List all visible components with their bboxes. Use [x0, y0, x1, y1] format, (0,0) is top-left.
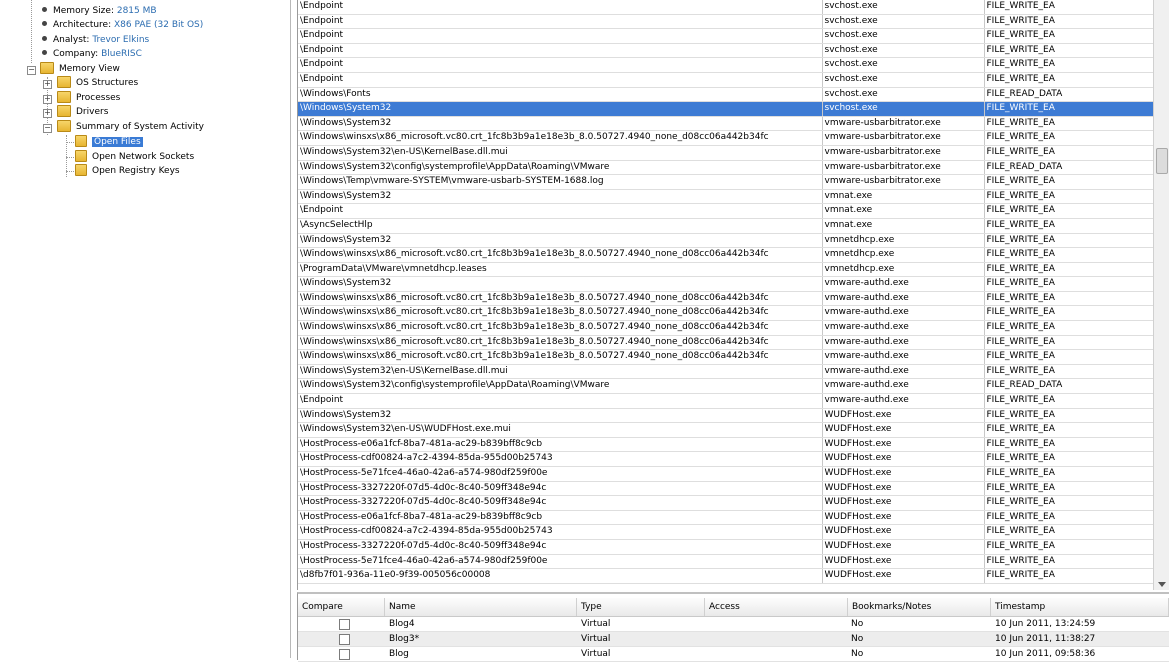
- file-path-cell: \Windows\winsxs\x86_microsoft.vc80.crt_1fc8b3b9a1e18e3b_8.0.50727.4940_none_d08cc06a442b34fc: [298, 321, 822, 336]
- file-path-cell: \Windows\winsxs\x86_microsoft.vc80.crt_1fc8b3b9a1e18e3b_8.0.50727.4940_none_d08cc06a442b34fc: [298, 131, 822, 146]
- file-path-cell: \Windows\System32: [298, 102, 822, 117]
- process-cell: svchost.exe: [822, 87, 984, 102]
- file-path-cell: \HostProcess-3327220f-07d5-4d0c-8c40-509ff348e94c: [298, 496, 822, 511]
- process-cell: svchost.exe: [822, 102, 984, 117]
- table-row[interactable]: [298, 14, 1154, 29]
- folder-icon: [57, 105, 71, 117]
- file-path-cell: \Windows\System32: [298, 277, 822, 292]
- file-path-cell: \Windows\winsxs\x86_microsoft.vc80.crt_1fc8b3b9a1e18e3b_8.0.50727.4940_none_d08cc06a442b34fc: [298, 350, 822, 365]
- access-cell: FILE_WRITE_EA: [984, 0, 1154, 14]
- access-cell: FILE_WRITE_EA: [984, 233, 1154, 248]
- column-header-timestamp[interactable]: Timestamp: [991, 598, 1169, 616]
- bullet-icon: [42, 36, 47, 41]
- process-cell: vmware-usbarbitrator.exe: [822, 145, 984, 160]
- process-cell: vmware-authd.exe: [822, 306, 984, 321]
- tree-item-os-structures[interactable]: [57, 76, 138, 90]
- open-files-grid: [297, 0, 1154, 590]
- table-row[interactable]: [298, 539, 1154, 554]
- process-cell: vmnetdhcp.exe: [822, 248, 984, 263]
- access-cell: FILE_WRITE_EA: [984, 189, 1154, 204]
- process-cell: vmnat.exe: [822, 204, 984, 219]
- file-path-cell: \HostProcess-3327220f-07d5-4d0c-8c40-509ff348e94c: [298, 539, 822, 554]
- file-path-cell: \Endpoint: [298, 394, 822, 409]
- file-path-cell: \Windows\Temp\vmware-SYSTEM\vmware-usbarb-SYSTEM-1688.log: [298, 175, 822, 190]
- file-path-cell: \HostProcess-5e71fce4-46a0-42a6-a574-980df259f00e: [298, 467, 822, 482]
- table-row[interactable]: [298, 554, 1154, 569]
- folder-icon: [57, 120, 71, 132]
- table-row[interactable]: [298, 131, 1154, 146]
- process-cell: WUDFHost.exe: [822, 539, 984, 554]
- process-cell: WUDFHost.exe: [822, 569, 984, 584]
- process-cell: vmware-authd.exe: [822, 335, 984, 350]
- bookmark-timestamp: 10 Jun 2011, 13:24:59: [995, 619, 1096, 629]
- table-row[interactable]: [298, 437, 1154, 452]
- expand-icon[interactable]: +: [44, 108, 51, 117]
- access-cell: FILE_WRITE_EA: [984, 291, 1154, 306]
- file-path-cell: \Windows\System32\config\systemprofile\AppData\Roaming\VMware: [298, 160, 822, 175]
- table-row[interactable]: [298, 510, 1154, 525]
- bookmark-timestamp: 10 Jun 2011, 09:58:36: [995, 649, 1096, 659]
- tree-value: BlueRISC: [101, 49, 142, 59]
- process-cell: WUDFHost.exe: [822, 467, 984, 482]
- tree-company: [42, 47, 142, 61]
- file-path-cell: \Endpoint: [298, 0, 822, 14]
- access-cell: FILE_WRITE_EA: [984, 218, 1154, 233]
- access-cell: FILE_WRITE_EA: [984, 539, 1154, 554]
- access-cell: FILE_READ_DATA: [984, 379, 1154, 394]
- column-header-access[interactable]: Access: [705, 598, 848, 616]
- table-row[interactable]: [298, 452, 1154, 467]
- bookmark-type: Virtual: [581, 649, 611, 659]
- file-path-cell: \Endpoint: [298, 58, 822, 73]
- table-row[interactable]: [298, 496, 1154, 511]
- table-row[interactable]: [298, 58, 1154, 73]
- tree-label: Memory Size:: [53, 6, 114, 16]
- tree-item-label: OS Structures: [76, 78, 139, 88]
- access-cell: FILE_WRITE_EA: [984, 72, 1154, 87]
- access-cell: FILE_WRITE_EA: [984, 496, 1154, 511]
- bookmarks-header: [298, 598, 1169, 617]
- table-row[interactable]: [298, 321, 1154, 336]
- table-row[interactable]: [298, 262, 1154, 277]
- process-cell: vmware-authd.exe: [822, 321, 984, 336]
- access-cell: FILE_WRITE_EA: [984, 423, 1154, 438]
- process-cell: WUDFHost.exe: [822, 408, 984, 423]
- access-cell: FILE_WRITE_EA: [984, 116, 1154, 131]
- table-row[interactable]: [298, 116, 1154, 131]
- tree-value: X86 PAE (32 Bit OS): [114, 20, 204, 30]
- tree-architecture: [42, 18, 203, 32]
- tree-value: 2815 MB: [116, 6, 157, 16]
- bookmark-name: Blog3*: [389, 634, 420, 644]
- bookmarks-panel: [297, 592, 1169, 660]
- process-cell: svchost.exe: [822, 14, 984, 29]
- tree-label: Architecture:: [53, 20, 112, 30]
- table-row[interactable]: [298, 525, 1154, 540]
- process-cell: svchost.exe: [822, 0, 984, 14]
- folder-icon: [57, 76, 71, 88]
- bookmark-row[interactable]: [298, 617, 1169, 632]
- column-header-compare[interactable]: Compare: [298, 598, 385, 616]
- bookmark-name: Blog4: [389, 619, 415, 629]
- tree-item-processes[interactable]: [57, 91, 120, 105]
- tree-analyst: [42, 33, 149, 47]
- access-cell: FILE_WRITE_EA: [984, 175, 1154, 190]
- access-cell: FILE_WRITE_EA: [984, 29, 1154, 44]
- tree-item-open-network-sockets[interactable]: [75, 150, 194, 164]
- open-files-table: [298, 0, 1154, 584]
- access-cell: FILE_READ_DATA: [984, 87, 1154, 102]
- table-row[interactable]: [298, 364, 1154, 379]
- file-path-cell: \HostProcess-e06a1fcf-8ba7-481a-ac29-b839bff8c9cb: [298, 510, 822, 525]
- access-cell: FILE_WRITE_EA: [984, 262, 1154, 277]
- table-row[interactable]: [298, 87, 1154, 102]
- process-cell: svchost.exe: [822, 43, 984, 58]
- column-header-bookmarks-notes[interactable]: Bookmarks/Notes: [848, 598, 991, 616]
- access-cell: FILE_READ_DATA: [984, 160, 1154, 175]
- table-row[interactable]: [298, 189, 1154, 204]
- table-row[interactable]: [298, 233, 1154, 248]
- bookmark-timestamp: 10 Jun 2011, 11:38:27: [995, 634, 1096, 644]
- process-cell: vmware-usbarbitrator.exe: [822, 160, 984, 175]
- process-cell: WUDFHost.exe: [822, 437, 984, 452]
- access-cell: FILE_WRITE_EA: [984, 569, 1154, 584]
- tree-value: Trevor Elkins: [92, 35, 150, 45]
- access-cell: FILE_WRITE_EA: [984, 14, 1154, 29]
- folder-icon: [75, 135, 87, 147]
- access-cell: FILE_WRITE_EA: [984, 350, 1154, 365]
- bullet-icon: [42, 50, 47, 55]
- process-cell: vmnetdhcp.exe: [822, 262, 984, 277]
- table-row[interactable]: [298, 160, 1154, 175]
- file-path-cell: \Windows\winsxs\x86_microsoft.vc80.crt_1fc8b3b9a1e18e3b_8.0.50727.4940_none_d08cc06a442b34fc: [298, 248, 822, 263]
- folder-icon: [40, 62, 54, 74]
- access-cell: FILE_WRITE_EA: [984, 408, 1154, 423]
- access-cell: FILE_WRITE_EA: [984, 131, 1154, 146]
- file-path-cell: \HostProcess-3327220f-07d5-4d0c-8c40-509ff348e94c: [298, 481, 822, 496]
- file-path-cell: \Windows\System32\en-US\KernelBase.dll.mui: [298, 364, 822, 379]
- file-path-cell: \Windows\winsxs\x86_microsoft.vc80.crt_1fc8b3b9a1e18e3b_8.0.50727.4940_none_d08cc06a442b34fc: [298, 306, 822, 321]
- access-cell: FILE_WRITE_EA: [984, 204, 1154, 219]
- table-row[interactable]: [298, 102, 1154, 117]
- file-path-cell: \HostProcess-e06a1fcf-8ba7-481a-ac29-b839bff8c9cb: [298, 437, 822, 452]
- process-cell: svchost.exe: [822, 58, 984, 73]
- process-cell: vmnat.exe: [822, 189, 984, 204]
- file-path-cell: \Windows\System32: [298, 233, 822, 248]
- table-row[interactable]: [298, 0, 1154, 14]
- file-path-cell: \Windows\winsxs\x86_microsoft.vc80.crt_1fc8b3b9a1e18e3b_8.0.50727.4940_none_d08cc06a442b34fc: [298, 335, 822, 350]
- access-cell: FILE_WRITE_EA: [984, 394, 1154, 409]
- file-path-cell: \Endpoint: [298, 204, 822, 219]
- tree-item-label: Open Registry Keys: [92, 166, 180, 176]
- table-row[interactable]: [298, 175, 1154, 190]
- compare-checkbox[interactable]: [339, 619, 350, 630]
- table-row[interactable]: [298, 467, 1154, 482]
- file-path-cell: \Endpoint: [298, 14, 822, 29]
- table-row[interactable]: [298, 277, 1154, 292]
- file-path-cell: \Windows\winsxs\x86_microsoft.vc80.crt_1fc8b3b9a1e18e3b_8.0.50727.4940_none_d08cc06a442b34fc: [298, 291, 822, 306]
- file-path-cell: \Endpoint: [298, 43, 822, 58]
- tree-item-memory-view[interactable]: [40, 62, 120, 76]
- table-row[interactable]: [298, 394, 1154, 409]
- access-cell: FILE_WRITE_EA: [984, 248, 1154, 263]
- bookmark-type: Virtual: [581, 619, 611, 629]
- tree-connector: [66, 171, 74, 172]
- collapse-icon[interactable]: −: [44, 123, 51, 132]
- tree-item-open-registry-keys[interactable]: [75, 164, 180, 178]
- process-cell: vmware-authd.exe: [822, 364, 984, 379]
- access-cell: FILE_WRITE_EA: [984, 364, 1154, 379]
- table-row[interactable]: [298, 43, 1154, 58]
- tree-item-label: Summary of System Activity: [76, 122, 204, 132]
- file-path-cell: \Windows\System32\config\systemprofile\AppData\Roaming\VMware: [298, 379, 822, 394]
- access-cell: FILE_WRITE_EA: [984, 306, 1154, 321]
- process-cell: WUDFHost.exe: [822, 510, 984, 525]
- process-cell: vmware-usbarbitrator.exe: [822, 116, 984, 131]
- column-header-name[interactable]: Name: [385, 598, 577, 616]
- table-row[interactable]: [298, 145, 1154, 160]
- tree-memory-size: [42, 4, 157, 18]
- table-row[interactable]: [298, 335, 1154, 350]
- table-row[interactable]: [298, 350, 1154, 365]
- process-cell: WUDFHost.exe: [822, 496, 984, 511]
- table-row[interactable]: [298, 29, 1154, 44]
- process-cell: vmware-authd.exe: [822, 350, 984, 365]
- file-path-cell: \Endpoint: [298, 29, 822, 44]
- file-path-cell: \Windows\System32\en-US\WUDFHost.exe.mui: [298, 423, 822, 438]
- process-cell: svchost.exe: [822, 29, 984, 44]
- expand-icon[interactable]: +: [44, 79, 51, 88]
- access-cell: FILE_WRITE_EA: [984, 452, 1154, 467]
- tree-item-label: Drivers: [76, 107, 109, 117]
- folder-icon: [75, 164, 87, 176]
- file-path-cell: \Windows\System32\en-US\KernelBase.dll.mui: [298, 145, 822, 160]
- vertical-scrollbar[interactable]: [1153, 0, 1169, 590]
- tree-item-drivers[interactable]: [57, 105, 108, 119]
- table-row[interactable]: [298, 72, 1154, 87]
- tree-label: Company:: [53, 49, 99, 59]
- process-cell: vmware-authd.exe: [822, 277, 984, 292]
- access-cell: FILE_WRITE_EA: [984, 277, 1154, 292]
- column-header-type[interactable]: Type: [577, 598, 705, 616]
- access-cell: FILE_WRITE_EA: [984, 43, 1154, 58]
- process-cell: vmware-usbarbitrator.exe: [822, 175, 984, 190]
- access-cell: FILE_WRITE_EA: [984, 145, 1154, 160]
- bookmark-name: Blog: [389, 649, 409, 659]
- tree-connector: [66, 157, 74, 158]
- access-cell: FILE_WRITE_EA: [984, 335, 1154, 350]
- file-path-cell: \ProgramData\VMware\vmnetdhcp.leases: [298, 262, 822, 277]
- tree-connector: [31, 0, 32, 63]
- bookmark-notes: No: [851, 619, 864, 629]
- file-path-cell: \AsyncSelectHlp: [298, 218, 822, 233]
- tree-item-label: Processes: [76, 93, 121, 103]
- scroll-down-icon[interactable]: [1158, 582, 1166, 587]
- process-cell: WUDFHost.exe: [822, 554, 984, 569]
- process-cell: vmware-authd.exe: [822, 291, 984, 306]
- file-path-cell: \Windows\System32: [298, 189, 822, 204]
- file-path-cell: \d8fb7f01-936a-11e0-9f39-005056c00008: [298, 569, 822, 584]
- bullet-icon: [42, 7, 47, 12]
- tree-connector: [66, 142, 74, 143]
- tree-item-open-files[interactable]: [75, 135, 143, 149]
- folder-icon: [75, 150, 87, 162]
- bookmark-type: Virtual: [581, 634, 611, 644]
- process-cell: svchost.exe: [822, 72, 984, 87]
- file-path-cell: \HostProcess-cdf00824-a7c2-4394-85da-955d00b25743: [298, 452, 822, 467]
- bullet-icon: [42, 21, 47, 26]
- file-path-cell: \Windows\Fonts: [298, 87, 822, 102]
- tree-item-label: Open Network Sockets: [92, 152, 195, 162]
- table-row[interactable]: [298, 423, 1154, 438]
- access-cell: FILE_WRITE_EA: [984, 437, 1154, 452]
- bookmark-notes: No: [851, 634, 864, 644]
- file-path-cell: \Windows\System32: [298, 408, 822, 423]
- compare-checkbox[interactable]: [339, 634, 350, 645]
- expand-icon[interactable]: +: [44, 94, 51, 103]
- file-path-cell: \Endpoint: [298, 72, 822, 87]
- compare-checkbox[interactable]: [339, 649, 350, 660]
- process-cell: vmnetdhcp.exe: [822, 233, 984, 248]
- tree-item-summary[interactable]: [57, 120, 204, 134]
- access-cell: FILE_WRITE_EA: [984, 58, 1154, 73]
- tree-item-label: Open Files: [94, 137, 141, 147]
- access-cell: FILE_WRITE_EA: [984, 467, 1154, 482]
- file-path-cell: \Windows\System32: [298, 116, 822, 131]
- folder-icon: [57, 91, 71, 103]
- collapse-icon[interactable]: −: [28, 65, 35, 74]
- file-path-cell: \HostProcess-5e71fce4-46a0-42a6-a574-980df259f00e: [298, 554, 822, 569]
- process-cell: WUDFHost.exe: [822, 452, 984, 467]
- access-cell: FILE_WRITE_EA: [984, 554, 1154, 569]
- table-row[interactable]: [298, 291, 1154, 306]
- access-cell: FILE_WRITE_EA: [984, 102, 1154, 117]
- bookmark-row[interactable]: [298, 632, 1169, 647]
- access-cell: FILE_WRITE_EA: [984, 321, 1154, 336]
- process-cell: vmnat.exe: [822, 218, 984, 233]
- table-row[interactable]: [298, 408, 1154, 423]
- table-row[interactable]: [298, 306, 1154, 321]
- table-row[interactable]: [298, 379, 1154, 394]
- table-row[interactable]: [298, 248, 1154, 263]
- tree-label: Analyst:: [53, 35, 90, 45]
- process-cell: vmware-usbarbitrator.exe: [822, 131, 984, 146]
- file-path-cell: \HostProcess-cdf00824-a7c2-4394-85da-955d00b25743: [298, 525, 822, 540]
- process-cell: WUDFHost.exe: [822, 525, 984, 540]
- access-cell: FILE_WRITE_EA: [984, 481, 1154, 496]
- tree-panel: [0, 0, 291, 658]
- table-row[interactable]: [298, 218, 1154, 233]
- access-cell: FILE_WRITE_EA: [984, 525, 1154, 540]
- table-row[interactable]: [298, 569, 1154, 584]
- table-row[interactable]: [298, 481, 1154, 496]
- bookmark-row[interactable]: [298, 647, 1169, 662]
- access-cell: FILE_WRITE_EA: [984, 510, 1154, 525]
- bookmark-notes: No: [851, 649, 864, 659]
- process-cell: WUDFHost.exe: [822, 423, 984, 438]
- process-cell: WUDFHost.exe: [822, 481, 984, 496]
- process-cell: vmware-authd.exe: [822, 394, 984, 409]
- table-row[interactable]: [298, 204, 1154, 219]
- scrollbar-thumb[interactable]: [1156, 148, 1168, 174]
- process-cell: vmware-authd.exe: [822, 379, 984, 394]
- tree-item-label: Memory View: [59, 64, 120, 74]
